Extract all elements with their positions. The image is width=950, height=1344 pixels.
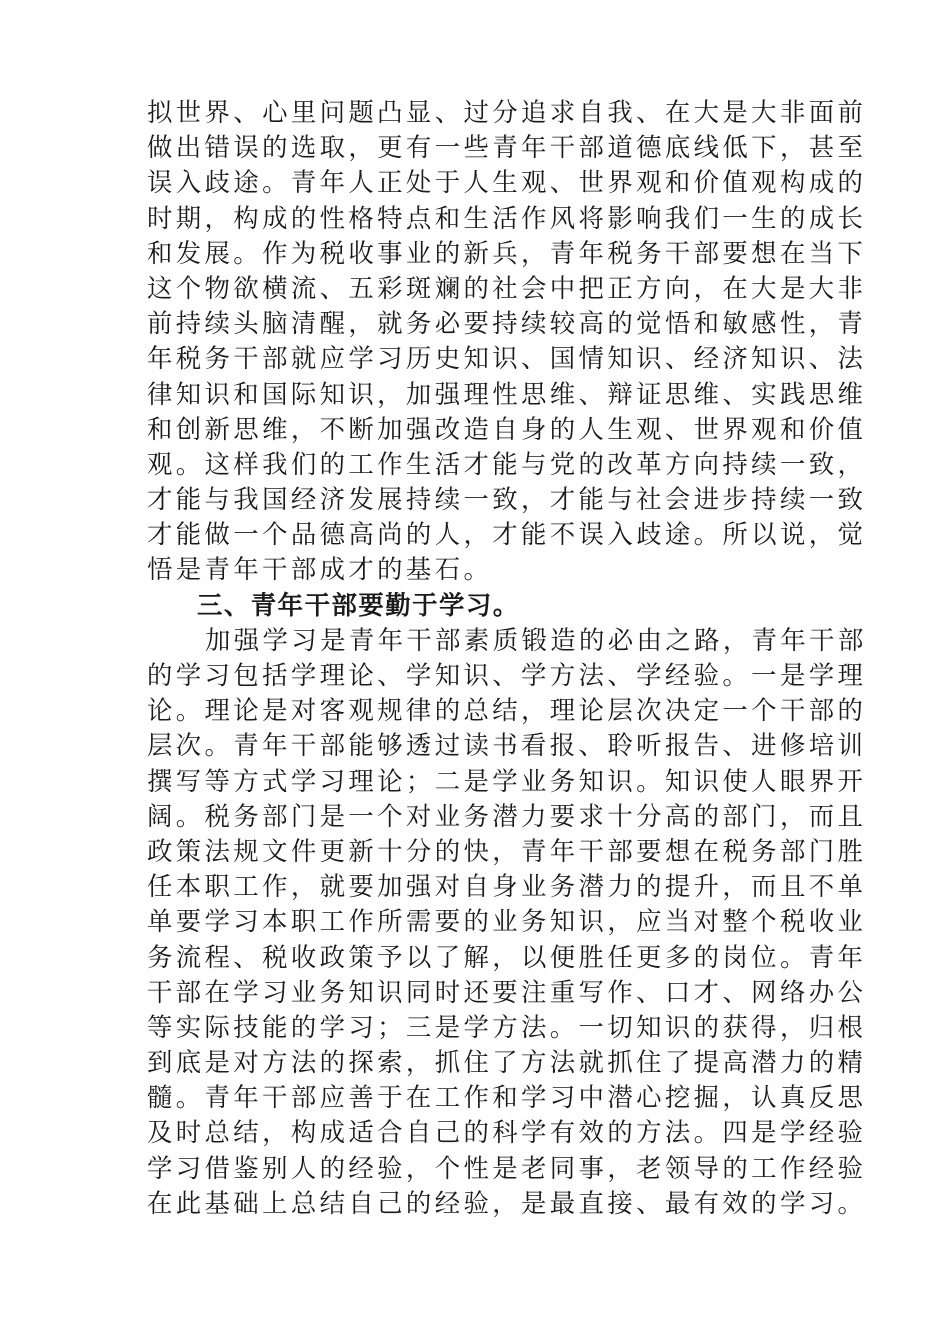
text-line: 误入歧途。青年人正处于人生观、世界观和价值观构成的 — [147, 167, 867, 198]
text-line: 年税务干部就应学习历史知识、国情知识、经济知识、法 — [147, 343, 867, 374]
text-line: 层次。青年干部能够透过读书看报、聆听报告、进修培训 — [147, 730, 867, 761]
text-line: 才能与我国经济发展持续一致，才能与社会进步持续一致 — [147, 484, 867, 515]
text-line: 的学习包括学理论、学知识、学方法、学经验。一是学理 — [147, 660, 867, 690]
text-line: 等实际技能的学习；三是学方法。一切知识的获得，归根 — [147, 1011, 867, 1042]
document-body — [147, 95, 867, 1221]
text-line: 及时总结，构成适合自己的科学有效的方法。四是学经验 — [147, 1117, 867, 1148]
text-line: 和发展。作为税收事业的新兵，青年税务干部要想在当下 — [147, 237, 867, 268]
text-line: 阔。税务部门是一个对业务潜力要求十分高的部门，而且 — [147, 800, 867, 831]
text-line: 任本职工作，就要加强对自身业务潜力的提升，而且不单 — [147, 871, 867, 902]
text-line: 加强学习是青年干部素质锻造的必由之路，青年干部 — [205, 624, 867, 655]
text-line: 做出错误的选取，更有一些青年干部道德底线低下，甚至 — [147, 132, 867, 163]
text-line: 学习借鉴别人的经验，个性是老同事，老领导的工作经验 — [147, 1152, 867, 1183]
text-line: 撰写等方式学习理论；二是学业务知识。知识使人眼界开 — [147, 765, 867, 796]
text-line: 在此基础上总结自己的经验，是最直接、最有效的学习。 — [147, 1187, 867, 1218]
text-line: 观。这样我们的工作生活才能与党的改革方向持续一致， — [147, 448, 867, 479]
text-line: 到底是对方法的探索，抓住了方法就抓住了提高潜力的精 — [147, 1047, 867, 1078]
text-line: 才能做一个品德高尚的人，才能不误入歧途。所以说，觉 — [147, 519, 867, 550]
text-line: 时期，构成的性格特点和生活作风将影响我们一生的成长 — [147, 202, 867, 233]
text-line: 和创新思维，不断加强改造自身的人生观、世界观和价值 — [147, 413, 867, 444]
text-line: 务流程、税收政策予以了解，以便胜任更多的岗位。青年 — [147, 941, 867, 972]
text-line: 这个物欲横流、五彩斑斓的社会中把正方向，在大是大非 — [147, 272, 867, 303]
text-line: 前持续头脑清醒，就务必要持续较高的觉悟和敏感性，青 — [147, 308, 867, 339]
text-line: 单要学习本职工作所需要的业务知识，应当对整个税收业 — [147, 906, 867, 937]
text-line: 政策法规文件更新十分的快，青年干部要想在税务部门胜 — [147, 835, 867, 866]
text-line: 拟世界、心里问题凸显、过分追求自我、在大是大非面前 — [147, 97, 867, 127]
text-line: 论。理论是对客观规律的总结，理论层次决定一个干部的 — [147, 695, 867, 726]
text-line: 律知识和国际知识，加强理性思维、辩证思维、实践思维 — [147, 378, 867, 409]
text-line: 干部在学习业务知识同时还要注重写作、口才、网络办公 — [147, 976, 867, 1007]
text-line: 髓。青年干部应善于在工作和学习中潜心挖掘，认真反思 — [147, 1082, 867, 1113]
paragraph-study — [147, 623, 867, 1221]
section-heading: 三、青年干部要勤于学习。 — [197, 589, 520, 620]
text-line: 悟是青年干部成才的基石。 — [147, 554, 493, 585]
paragraph-continued — [147, 95, 867, 588]
